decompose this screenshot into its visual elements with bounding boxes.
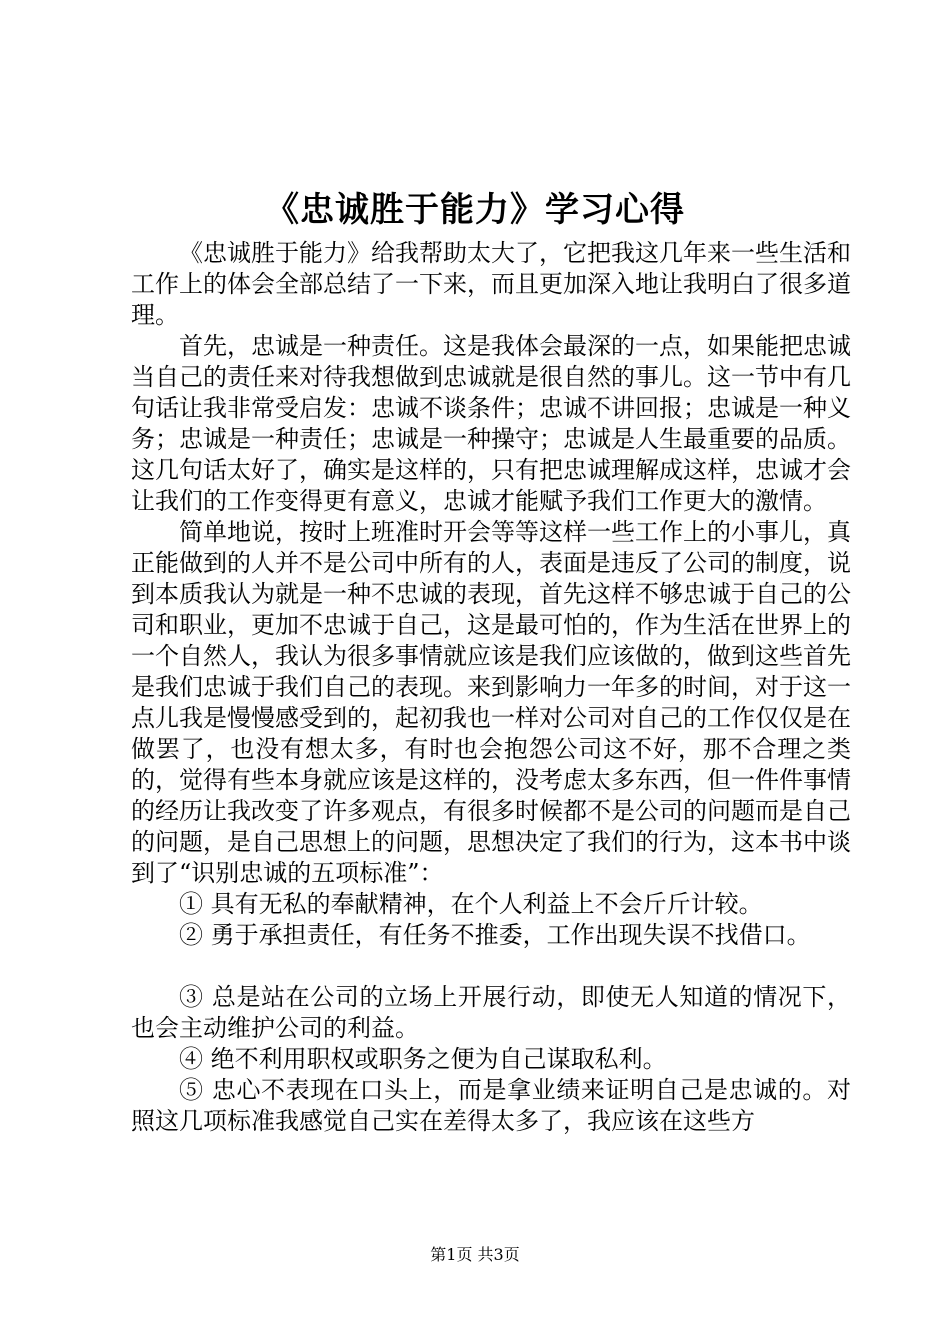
paragraph-intro: 《忠诚胜于能力》给我帮助太大了，它把我这几年来一些生活和工作上的体会全部总结了一下来，而且更加深入地让我明白了很多道理。 [131, 239, 851, 329]
standard-item-5: ⑤ 忠心不表现在口头上，而是拿业绩来证明自己是忠诚的。对照这几项标准我感觉自己实在差得太多了，我应该在这些方 [131, 1076, 851, 1135]
document-title: 《忠诚胜于能力》学习心得 [265, 190, 685, 230]
document-body [131, 238, 851, 1137]
page-footer: 第1页 共3页 [430, 1245, 520, 1264]
paragraph-loyalty-responsibility: 首先，忠诚是一种责任。这是我体会最深的一点，如果能把忠诚当自己的责任来对待我想做到忠诚就是很自然的事儿。这一节中有几句话让我非常受启发：忠诚不谈条件；忠诚不讲回报；忠诚是一种义务；忠诚是一种责任；忠诚是一种操守；忠诚是人生最重要的品质。这几句话太好了，确实是这样的，只有把忠诚理解成这样，忠诚才会让我们的工作变得更有意义，忠诚才能赋予我们工作更大的激情。 [131, 332, 851, 515]
standard-item-3: ③ 总是站在公司的立场上开展行动，即使无人知道的情况下，也会主动维护公司的利益。 [131, 983, 851, 1042]
paragraph-simple-things: 简单地说，按时上班准时开会等等这样一些工作上的小事儿，真正能做到的人并不是公司中所有的人，表面是违反了公司的制度，说到本质我认为就是一种不忠诚的表现，首先这样不够忠诚于自己的公司和职业，更加不忠诚于自己，这是最可怕的，作为生活在世界上的一个自然人，我认为很多事情就应该是我们应该做的，做到这些首先是我们忠诚于我们自己的表现。来到影响力一年多的时间，对于这一点儿我是慢慢感受到的，起初我也一样对公司对自己的工作仅仅是在做罢了，也没有想太多，有时也会抱怨公司这不好，那不合理之类的，觉得有些本身就应该是这样的，没考虑太多东西，但一件件事情的经历让我改变了许多观点，有很多时候都不是公司的问题而是自己的问题，是自己思想上的问题，思想决定了我们的行为，这本书中谈到了“识别忠诚的五项标准”： [131, 518, 851, 887]
standard-item-1: ① 具有无私的奉献精神，在个人利益上不会斤斤计较。 [179, 890, 763, 918]
blank-line [131, 951, 851, 982]
standard-item-4: ④ 绝不利用职权或职务之便为自己谋取私利。 [179, 1045, 667, 1073]
standard-item-2: ② 勇于承担责任，有任务不推委，工作出现失误不找借口。 [179, 921, 811, 949]
